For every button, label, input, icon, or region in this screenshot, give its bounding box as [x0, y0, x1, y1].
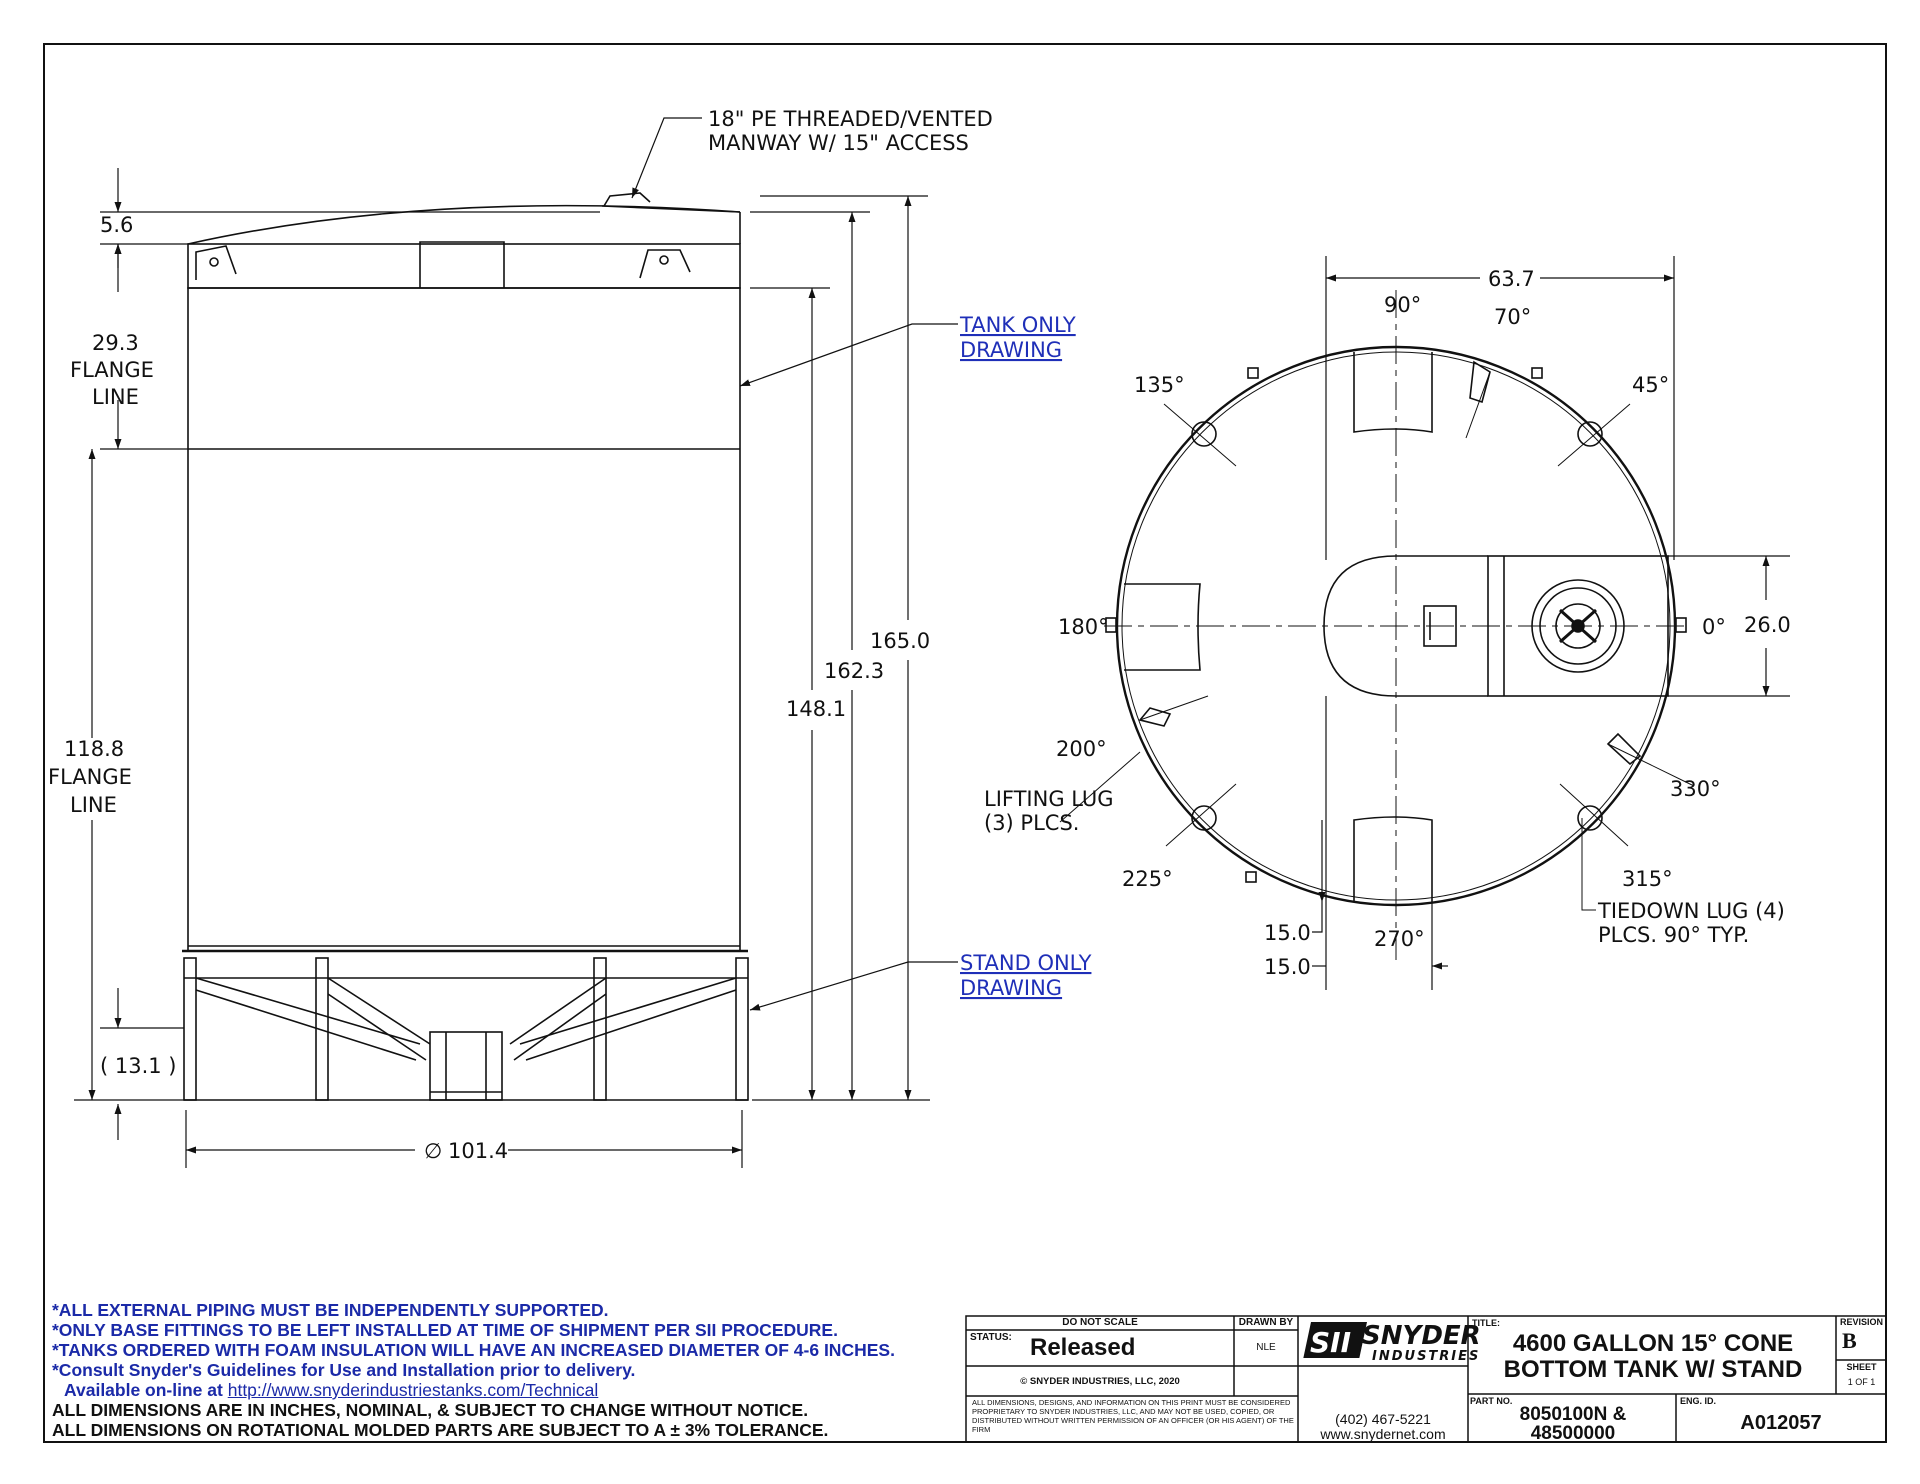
part-no-line-1: 8050100N & — [1519, 1404, 1627, 1425]
note-insulation: *TANKS ORDERED WITH FOAM INSULATION WILL HAVE AN INCREASED DIAMETER OF 4-6 INCHES. — [52, 1340, 895, 1360]
dim-flange-upper-word: FLANGE — [70, 358, 154, 382]
title-line-2: BOTTOM TANK W/ STAND — [1503, 1356, 1803, 1383]
top-view — [1104, 290, 1694, 960]
logo-mark: SII — [1310, 1326, 1352, 1359]
status-value: Released — [1030, 1334, 1136, 1361]
stand-only-link-1[interactable]: STAND ONLY — [960, 951, 1092, 975]
dim-stand-height: ( 13.1 ) — [100, 1054, 177, 1078]
technical-link[interactable]: http://www.snyderindustriestanks.com/Technical — [227, 1380, 599, 1400]
drawn-by: NLE — [1256, 1342, 1276, 1353]
dim-offset-15a: 15.0 — [1264, 921, 1311, 945]
tiedown-lug-135 — [1192, 422, 1216, 446]
revision-value: B — [1842, 1328, 1857, 1353]
dim-overall-162: 162.3 — [824, 659, 885, 683]
note-online — [52, 1380, 952, 1400]
note-dimensions: ALL DIMENSIONS ARE IN INCHES, NOMINAL, & SUBJECT TO CHANGE WITHOUT NOTICE. — [52, 1400, 809, 1420]
side-view-labels — [48, 107, 1092, 1163]
status-label: STATUS: — [970, 1332, 1012, 1343]
revision-label: REVISION — [1839, 1317, 1883, 1327]
lifting-lug-330 — [1608, 734, 1640, 764]
part-no-label: PART NO. — [1470, 1396, 1513, 1406]
sheet-label: SHEET — [1846, 1362, 1877, 1372]
leg-pad-270 — [1354, 817, 1432, 902]
angle-270: 270° — [1374, 927, 1425, 951]
note-guidelines: *Consult Snyder's Guidelines for Use and Installation prior to delivery. — [52, 1360, 636, 1380]
dim-flange-upper: 29.3 — [92, 331, 139, 355]
manway-callout-2: MANWAY W/ 15" ACCESS — [708, 131, 969, 155]
side-view-dimensions — [74, 118, 958, 1168]
lifting-lug-callout-1: LIFTING LUG — [984, 787, 1114, 811]
diameter-symbol: ∅ — [424, 1139, 443, 1163]
dim-offset-26: 26.0 — [1744, 613, 1791, 637]
angle-45: 45° — [1632, 373, 1670, 397]
title-line-1: 4600 GALLON 15° CONE — [1512, 1330, 1794, 1357]
sheet-value: 1 OF 1 — [1847, 1377, 1876, 1387]
leg-pad-180 — [1124, 584, 1200, 670]
angle-180: 180° — [1058, 615, 1109, 639]
snyder-logo — [1303, 1321, 1480, 1364]
dim-overall-148: 148.1 — [786, 697, 847, 721]
lifting-lug-callout-2: (3) PLCS. — [984, 811, 1080, 835]
tiedown-lug-callout-1: TIEDOWN LUG (4) — [1598, 899, 1785, 923]
online-label: Available on-line at — [64, 1380, 223, 1400]
stand — [184, 958, 748, 1100]
website[interactable]: www.snydernet.com — [1320, 1426, 1446, 1442]
note-tolerance: ALL DIMENSIONS ON ROTATIONAL MOLDED PARTS ARE SUBJECT TO A ± 3% TOLERANCE. — [52, 1420, 829, 1440]
eng-id-value: A012057 — [1740, 1412, 1822, 1434]
note-piping: *ALL EXTERNAL PIPING MUST BE INDEPENDENTLY SUPPORTED. — [52, 1300, 609, 1320]
angle-135: 135° — [1134, 373, 1185, 397]
note-fittings: *ONLY BASE FITTINGS TO BE LEFT INSTALLED AT TIME OF SHIPMENT PER SII PROCEDURE. — [52, 1320, 838, 1340]
dim-top-gap: 5.6 — [100, 213, 134, 237]
dim-width-63: 63.7 — [1488, 267, 1535, 291]
title-label: TITLE: — [1472, 1318, 1500, 1328]
copyright: © SNYDER INDUSTRIES, LLC, 2020 — [1020, 1376, 1180, 1387]
drawn-by-label: DRAWN BY — [1238, 1317, 1294, 1328]
tank-only-link-1[interactable]: TANK ONLY — [960, 313, 1076, 337]
phone: (402) 467-5221 — [1335, 1411, 1431, 1427]
lifting-lug-left — [196, 246, 236, 280]
leg-pad-90 — [1354, 352, 1432, 432]
angle-90: 90° — [1384, 293, 1422, 317]
dim-offset-15b: 15.0 — [1264, 955, 1311, 979]
dim-flange-lower: 118.8 — [64, 737, 125, 761]
general-notes — [52, 1300, 952, 1440]
angle-0: 0° — [1702, 615, 1726, 639]
disclaimer: ALL DIMENSIONS, DESIGNS, AND INFORMATION ON THIS PRINT MUST BE CONSIDERED PROPRIETARY TO SNYDER INDUSTRIES, LLC, AND MAY NOT BE USED, COPIED, OR DISTRIBUTED WITHOUT WRITTEN PERMISSION OF AN OFFICER (OR HIS AGENT) OF THE FIRM — [972, 1398, 1294, 1434]
angle-330: 330° — [1670, 777, 1721, 801]
do-not-scale: DO NOT SCALE — [1062, 1317, 1138, 1328]
logo-name: SNYDER — [1362, 1321, 1481, 1351]
part-no-line-2: 48500000 — [1530, 1423, 1616, 1444]
angle-70: 70° — [1494, 305, 1532, 329]
dim-overall-165: 165.0 — [870, 629, 931, 653]
angle-225: 225° — [1122, 867, 1173, 891]
dim-flange-lower-word: FLANGE — [48, 765, 132, 789]
manway — [604, 193, 650, 206]
tank-only-link-2[interactable]: DRAWING — [960, 338, 1063, 362]
dim-flange-upper-line: LINE — [92, 385, 139, 409]
tank-body — [188, 288, 740, 951]
logo-sub: INDUSTRIES — [1372, 1349, 1481, 1364]
manway-callout-1: 18" PE THREADED/VENTED — [708, 107, 993, 131]
eng-id-label: ENG. ID. — [1680, 1396, 1717, 1406]
tiedown-lug-225 — [1192, 806, 1216, 830]
tiedown-lug-callout-2: PLCS. 90° TYP. — [1598, 923, 1750, 947]
dim-diameter: 101.4 — [448, 1139, 509, 1163]
tank-dome — [188, 206, 740, 244]
stand-only-link-2[interactable]: DRAWING — [960, 976, 1063, 1000]
dim-flange-lower-line: LINE — [70, 793, 117, 817]
side-view — [182, 193, 748, 1100]
angle-315: 315° — [1622, 867, 1673, 891]
angle-200: 200° — [1056, 737, 1107, 761]
